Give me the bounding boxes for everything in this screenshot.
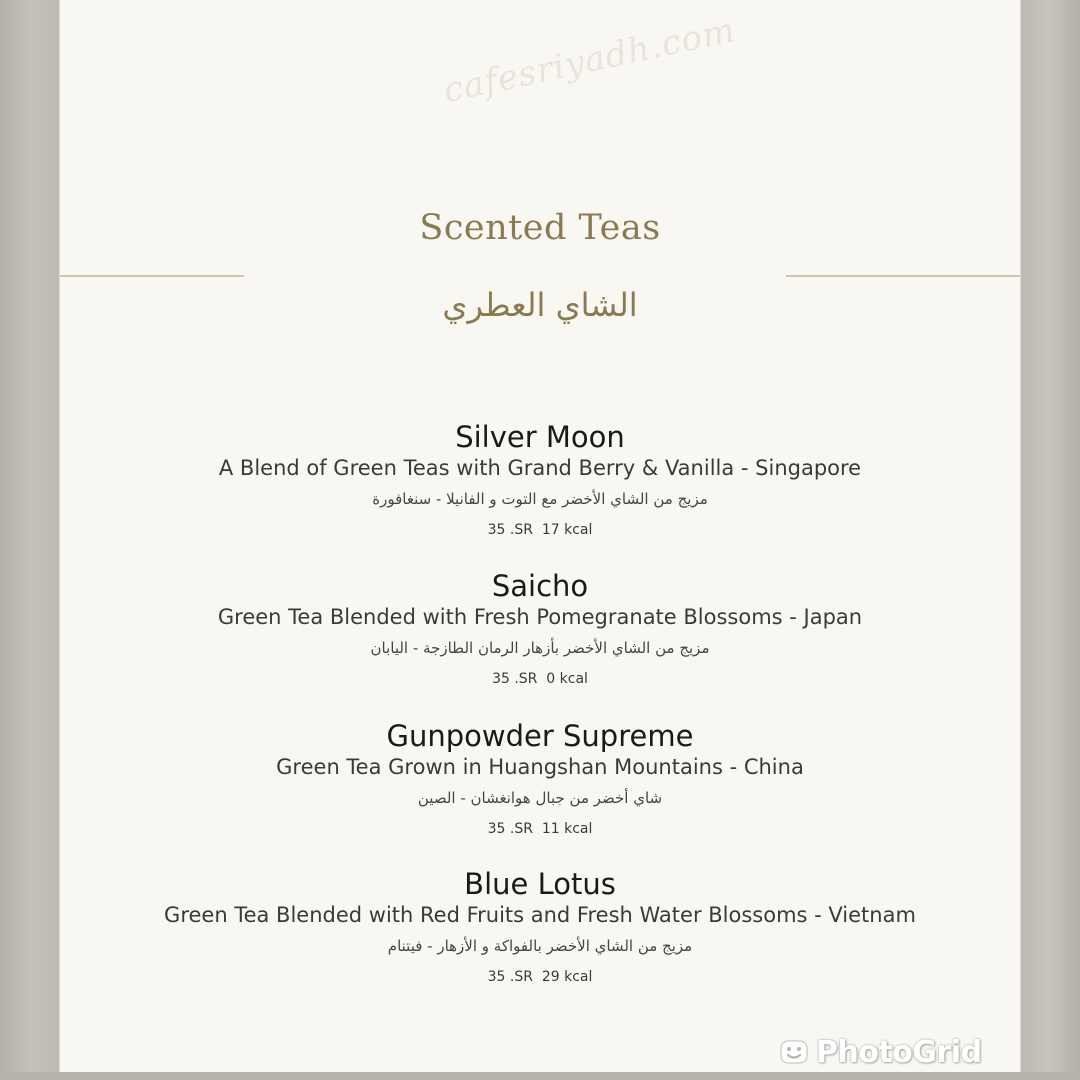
item-description-ar: شاي أخضر من جبال هوانغشان - الصين — [417, 789, 663, 807]
menu-item-gunpowder-supreme — [0, 719, 1080, 838]
item-name: Silver Moon — [455, 420, 625, 454]
photogrid-face-icon — [780, 1038, 808, 1066]
item-description: A Blend of Green Teas with Grand Berry & Vanilla - Singapore — [218, 456, 862, 480]
item-price: 35 .SR 11 kcal — [487, 821, 593, 837]
bottom-border — [0, 1072, 1080, 1080]
menu-item-saicho — [0, 569, 1080, 688]
item-description-ar: مزيج من الشاي الأخضر بالفواكة و الأزهار - فيتنام — [387, 937, 693, 955]
item-description: Green Tea Grown in Huangshan Mountains - China — [276, 755, 804, 779]
photogrid-logo-text: PhotoGrid — [816, 1034, 982, 1070]
photogrid-logo — [780, 1032, 982, 1072]
item-description: Green Tea Blended with Red Fruits and Fresh Water Blossoms - Vietnam — [164, 903, 916, 927]
item-name: Blue Lotus — [464, 867, 616, 901]
item-price: 35 .SR 0 kcal — [492, 671, 588, 687]
item-price: 35 .SR 17 kcal — [487, 522, 593, 538]
item-description-ar: مزيج من الشاي الأخضر بأزهار الرمان الطازجة - اليابان — [370, 639, 710, 657]
menu-item-silver-moon — [0, 420, 1080, 539]
menu-item-blue-lotus — [0, 867, 1080, 986]
section-title-ar: الشاي العطري — [442, 286, 638, 324]
divider-left — [60, 275, 244, 277]
item-description: Green Tea Blended with Fresh Pomegranate Blossoms - Japan — [217, 605, 863, 629]
site-watermark: cafesriyadh.com — [440, 10, 740, 112]
item-description-ar: مزيج من الشاي الأخضر مع التوت و الفانيلا - سنغافورة — [372, 490, 708, 508]
item-name: Gunpowder Supreme — [386, 719, 694, 753]
divider-right — [786, 275, 1020, 277]
item-price: 35 .SR 29 kcal — [487, 969, 593, 985]
section-title-en: Scented Teas — [419, 208, 661, 248]
item-name: Saicho — [491, 569, 589, 603]
